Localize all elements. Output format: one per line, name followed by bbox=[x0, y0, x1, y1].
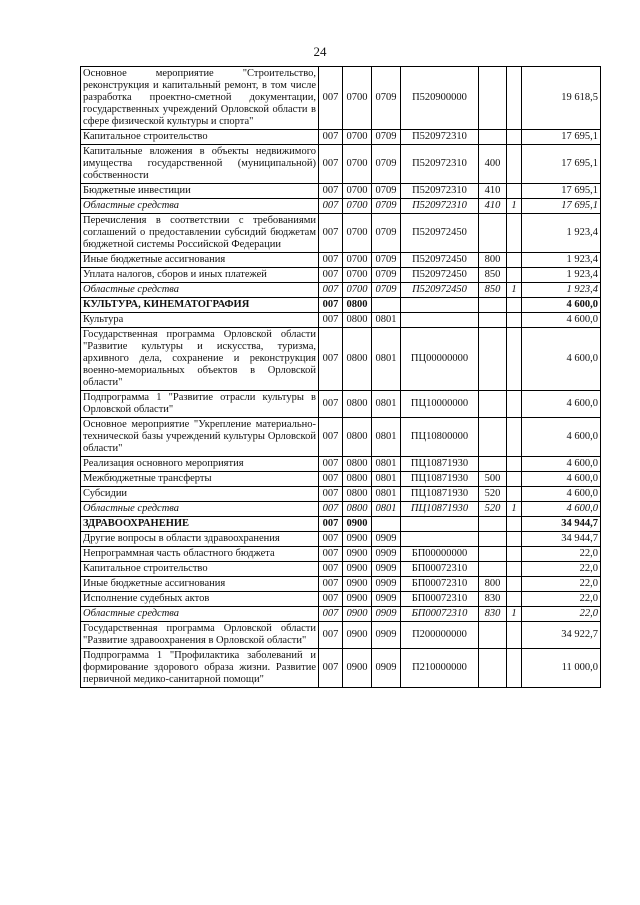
cell-vr-code: 400 bbox=[479, 145, 507, 184]
cell-pr-code: 0709 bbox=[372, 184, 401, 199]
cell-vr-code bbox=[479, 298, 507, 313]
cell-pr-code: 0909 bbox=[372, 547, 401, 562]
cell-rz-code: 0900 bbox=[343, 592, 372, 607]
table-row bbox=[81, 253, 601, 268]
cell-cs-code bbox=[401, 313, 479, 328]
cell-cs-code: БП00072310 bbox=[401, 577, 479, 592]
table-row bbox=[81, 457, 601, 472]
cell-amount: 22,0 bbox=[522, 577, 601, 592]
cell-pr-code: 0709 bbox=[372, 214, 401, 253]
cell-rz-code: 0700 bbox=[343, 130, 372, 145]
table-row bbox=[81, 607, 601, 622]
cell-amount: 4 600,0 bbox=[522, 487, 601, 502]
cell-source-code bbox=[507, 517, 522, 532]
row-name: Государственная программа Орловской области "Развитие культуры и искусства, туризма, архивного дела, сохранение и реконструкция военно-мемориальных объектов в Орловской области" bbox=[81, 328, 319, 391]
cell-source-code bbox=[507, 592, 522, 607]
cell-amount: 22,0 bbox=[522, 592, 601, 607]
cell-vr-code: 500 bbox=[479, 472, 507, 487]
cell-rz-code: 0900 bbox=[343, 577, 372, 592]
cell-gr-code: 007 bbox=[319, 622, 343, 649]
cell-gr-code: 007 bbox=[319, 214, 343, 253]
cell-rz-code: 0900 bbox=[343, 517, 372, 532]
cell-pr-code: 0709 bbox=[372, 253, 401, 268]
table-row bbox=[81, 577, 601, 592]
cell-vr-code bbox=[479, 67, 507, 130]
cell-cs-code: П520900000 bbox=[401, 67, 479, 130]
table-row bbox=[81, 517, 601, 532]
cell-rz-code: 0700 bbox=[343, 268, 372, 283]
cell-source-code bbox=[507, 562, 522, 577]
row-name: Областные средства bbox=[81, 283, 319, 298]
table-row bbox=[81, 145, 601, 184]
row-name: Капитальное строительство bbox=[81, 130, 319, 145]
cell-vr-code bbox=[479, 517, 507, 532]
cell-pr-code: 0709 bbox=[372, 67, 401, 130]
cell-amount: 17 695,1 bbox=[522, 184, 601, 199]
cell-gr-code: 007 bbox=[319, 313, 343, 328]
row-name: Основное мероприятие "Строительство, реконструкция и капитальный ремонт, в том числе разработка проектно-сметной документации, государственных учреждений Орловской области в сфере физической культуры и спорта" bbox=[81, 67, 319, 130]
cell-pr-code: 0801 bbox=[372, 391, 401, 418]
table-row bbox=[81, 547, 601, 562]
table-row bbox=[81, 622, 601, 649]
cell-vr-code bbox=[479, 391, 507, 418]
cell-cs-code: ПЦ10000000 bbox=[401, 391, 479, 418]
cell-cs-code: ПЦ10871930 bbox=[401, 487, 479, 502]
cell-rz-code: 0700 bbox=[343, 145, 372, 184]
cell-vr-code: 410 bbox=[479, 199, 507, 214]
cell-cs-code: П520972450 bbox=[401, 253, 479, 268]
cell-rz-code: 0900 bbox=[343, 649, 372, 688]
cell-vr-code bbox=[479, 562, 507, 577]
cell-vr-code bbox=[479, 532, 507, 547]
table-row bbox=[81, 391, 601, 418]
cell-cs-code bbox=[401, 532, 479, 547]
cell-vr-code bbox=[479, 418, 507, 457]
cell-gr-code: 007 bbox=[319, 487, 343, 502]
cell-pr-code bbox=[372, 517, 401, 532]
table-row bbox=[81, 313, 601, 328]
cell-rz-code: 0800 bbox=[343, 418, 372, 457]
cell-rz-code: 0900 bbox=[343, 607, 372, 622]
cell-source-code: 1 bbox=[507, 502, 522, 517]
cell-vr-code bbox=[479, 457, 507, 472]
cell-gr-code: 007 bbox=[319, 607, 343, 622]
row-name: Областные средства bbox=[81, 199, 319, 214]
cell-cs-code: ПЦ10871930 bbox=[401, 502, 479, 517]
cell-source-code bbox=[507, 622, 522, 649]
row-name: Культура bbox=[81, 313, 319, 328]
cell-source-code bbox=[507, 253, 522, 268]
cell-amount: 4 600,0 bbox=[522, 298, 601, 313]
cell-vr-code bbox=[479, 214, 507, 253]
cell-cs-code: П210000000 bbox=[401, 649, 479, 688]
cell-rz-code: 0800 bbox=[343, 487, 372, 502]
cell-amount: 4 600,0 bbox=[522, 313, 601, 328]
cell-source-code bbox=[507, 547, 522, 562]
cell-source-code bbox=[507, 298, 522, 313]
cell-gr-code: 007 bbox=[319, 547, 343, 562]
row-name: КУЛЬТУРА, КИНЕМАТОГРАФИЯ bbox=[81, 298, 319, 313]
cell-gr-code: 007 bbox=[319, 532, 343, 547]
cell-amount: 1 923,4 bbox=[522, 253, 601, 268]
cell-pr-code: 0909 bbox=[372, 649, 401, 688]
cell-gr-code: 007 bbox=[319, 199, 343, 214]
cell-cs-code: П520972450 bbox=[401, 268, 479, 283]
cell-amount: 4 600,0 bbox=[522, 472, 601, 487]
row-name: Основное мероприятие "Укрепление материально-технической базы учреждений культуры Орловской области" bbox=[81, 418, 319, 457]
cell-rz-code: 0700 bbox=[343, 184, 372, 199]
cell-source-code bbox=[507, 457, 522, 472]
cell-amount: 17 695,1 bbox=[522, 199, 601, 214]
cell-pr-code: 0801 bbox=[372, 502, 401, 517]
cell-gr-code: 007 bbox=[319, 472, 343, 487]
cell-rz-code: 0900 bbox=[343, 622, 372, 649]
budget-table bbox=[80, 66, 601, 688]
cell-gr-code: 007 bbox=[319, 457, 343, 472]
table-row bbox=[81, 592, 601, 607]
cell-rz-code: 0700 bbox=[343, 199, 372, 214]
cell-amount: 4 600,0 bbox=[522, 328, 601, 391]
row-name: Капитальные вложения в объекты недвижимого имущества государственной (муниципальной) собственности bbox=[81, 145, 319, 184]
cell-gr-code: 007 bbox=[319, 649, 343, 688]
row-name: Капитальное строительство bbox=[81, 562, 319, 577]
cell-pr-code: 0801 bbox=[372, 328, 401, 391]
cell-rz-code: 0700 bbox=[343, 214, 372, 253]
cell-source-code bbox=[507, 328, 522, 391]
cell-vr-code bbox=[479, 313, 507, 328]
cell-gr-code: 007 bbox=[319, 145, 343, 184]
cell-vr-code: 410 bbox=[479, 184, 507, 199]
cell-pr-code: 0909 bbox=[372, 607, 401, 622]
cell-rz-code: 0800 bbox=[343, 313, 372, 328]
cell-source-code bbox=[507, 532, 522, 547]
page-number: 24 bbox=[313, 44, 327, 59]
cell-vr-code: 850 bbox=[479, 283, 507, 298]
cell-vr-code: 830 bbox=[479, 607, 507, 622]
row-name: Областные средства bbox=[81, 607, 319, 622]
cell-amount: 4 600,0 bbox=[522, 457, 601, 472]
cell-pr-code: 0709 bbox=[372, 199, 401, 214]
cell-rz-code: 0900 bbox=[343, 562, 372, 577]
cell-vr-code: 520 bbox=[479, 502, 507, 517]
cell-source-code bbox=[507, 391, 522, 418]
cell-source-code bbox=[507, 649, 522, 688]
cell-cs-code bbox=[401, 298, 479, 313]
cell-vr-code: 830 bbox=[479, 592, 507, 607]
cell-cs-code: П520972450 bbox=[401, 214, 479, 253]
cell-pr-code: 0709 bbox=[372, 268, 401, 283]
row-name: ЗДРАВООХРАНЕНИЕ bbox=[81, 517, 319, 532]
cell-source-code bbox=[507, 268, 522, 283]
row-name: Государственная программа Орловской области "Развитие здравоохранения в Орловской области" bbox=[81, 622, 319, 649]
cell-pr-code: 0909 bbox=[372, 577, 401, 592]
row-name: Исполнение судебных актов bbox=[81, 592, 319, 607]
table-row bbox=[81, 283, 601, 298]
cell-vr-code bbox=[479, 547, 507, 562]
table-row bbox=[81, 214, 601, 253]
cell-source-code bbox=[507, 130, 522, 145]
cell-source-code bbox=[507, 145, 522, 184]
cell-pr-code bbox=[372, 298, 401, 313]
cell-gr-code: 007 bbox=[319, 184, 343, 199]
cell-amount: 1 923,4 bbox=[522, 214, 601, 253]
row-name: Подпрограмма 1 "Профилактика заболеваний и формирование здорового образа жизни. Развитие первичной медико-санитарной помощи" bbox=[81, 649, 319, 688]
cell-source-code: 1 bbox=[507, 607, 522, 622]
cell-pr-code: 0909 bbox=[372, 622, 401, 649]
cell-vr-code bbox=[479, 649, 507, 688]
cell-gr-code: 007 bbox=[319, 592, 343, 607]
cell-vr-code: 800 bbox=[479, 577, 507, 592]
row-name: Реализация основного мероприятия bbox=[81, 457, 319, 472]
cell-gr-code: 007 bbox=[319, 577, 343, 592]
cell-gr-code: 007 bbox=[319, 298, 343, 313]
cell-cs-code: П200000000 bbox=[401, 622, 479, 649]
cell-source-code bbox=[507, 577, 522, 592]
cell-amount: 34 922,7 bbox=[522, 622, 601, 649]
cell-vr-code bbox=[479, 130, 507, 145]
cell-cs-code: ПЦ10871930 bbox=[401, 472, 479, 487]
table-row bbox=[81, 532, 601, 547]
cell-rz-code: 0800 bbox=[343, 472, 372, 487]
cell-gr-code: 007 bbox=[319, 268, 343, 283]
cell-cs-code: П520972450 bbox=[401, 283, 479, 298]
row-name: Иные бюджетные ассигнования bbox=[81, 577, 319, 592]
table-row bbox=[81, 130, 601, 145]
cell-cs-code: П520972310 bbox=[401, 199, 479, 214]
cell-cs-code: БП00072310 bbox=[401, 607, 479, 622]
cell-cs-code: ПЦ00000000 bbox=[401, 328, 479, 391]
cell-source-code bbox=[507, 214, 522, 253]
table-row bbox=[81, 502, 601, 517]
row-name: Подпрограмма 1 "Развитие отрасли культуры в Орловской области" bbox=[81, 391, 319, 418]
row-name: Непрограммная часть областного бюджета bbox=[81, 547, 319, 562]
cell-cs-code: П520972310 bbox=[401, 130, 479, 145]
cell-amount: 34 944,7 bbox=[522, 532, 601, 547]
cell-gr-code: 007 bbox=[319, 130, 343, 145]
row-name: Бюджетные инвестиции bbox=[81, 184, 319, 199]
table-row bbox=[81, 199, 601, 214]
row-name: Субсидии bbox=[81, 487, 319, 502]
table-row bbox=[81, 184, 601, 199]
cell-pr-code: 0709 bbox=[372, 283, 401, 298]
cell-amount: 1 923,4 bbox=[522, 283, 601, 298]
table-row bbox=[81, 268, 601, 283]
cell-rz-code: 0800 bbox=[343, 391, 372, 418]
cell-vr-code bbox=[479, 328, 507, 391]
row-name: Областные средства bbox=[81, 502, 319, 517]
cell-cs-code: ПЦ10800000 bbox=[401, 418, 479, 457]
cell-amount: 19 618,5 bbox=[522, 67, 601, 130]
cell-amount: 17 695,1 bbox=[522, 130, 601, 145]
cell-amount: 34 944,7 bbox=[522, 517, 601, 532]
row-name: Уплата налогов, сборов и иных платежей bbox=[81, 268, 319, 283]
row-name: Другие вопросы в области здравоохранения bbox=[81, 532, 319, 547]
cell-pr-code: 0801 bbox=[372, 457, 401, 472]
cell-gr-code: 007 bbox=[319, 502, 343, 517]
cell-cs-code: П520972310 bbox=[401, 184, 479, 199]
cell-cs-code: БП00072310 bbox=[401, 562, 479, 577]
cell-source-code bbox=[507, 67, 522, 130]
cell-pr-code: 0709 bbox=[372, 130, 401, 145]
cell-gr-code: 007 bbox=[319, 418, 343, 457]
cell-gr-code: 007 bbox=[319, 562, 343, 577]
cell-amount: 4 600,0 bbox=[522, 391, 601, 418]
cell-pr-code: 0801 bbox=[372, 487, 401, 502]
cell-amount: 4 600,0 bbox=[522, 502, 601, 517]
cell-source-code: 1 bbox=[507, 283, 522, 298]
cell-gr-code: 007 bbox=[319, 283, 343, 298]
table-row bbox=[81, 298, 601, 313]
cell-cs-code: П520972310 bbox=[401, 145, 479, 184]
table-row bbox=[81, 418, 601, 457]
cell-source-code bbox=[507, 418, 522, 457]
cell-rz-code: 0800 bbox=[343, 457, 372, 472]
cell-gr-code: 007 bbox=[319, 328, 343, 391]
cell-rz-code: 0900 bbox=[343, 547, 372, 562]
cell-vr-code: 800 bbox=[479, 253, 507, 268]
row-name: Перечисления в соответствии с требованиями соглашений о предоставлении субсидий бюджетам бюджетной системы Российской Федерации bbox=[81, 214, 319, 253]
cell-vr-code: 520 bbox=[479, 487, 507, 502]
cell-source-code bbox=[507, 487, 522, 502]
table-row bbox=[81, 67, 601, 130]
row-name: Иные бюджетные ассигнования bbox=[81, 253, 319, 268]
table-row bbox=[81, 562, 601, 577]
cell-source-code bbox=[507, 313, 522, 328]
cell-rz-code: 0800 bbox=[343, 328, 372, 391]
cell-gr-code: 007 bbox=[319, 253, 343, 268]
cell-rz-code: 0700 bbox=[343, 283, 372, 298]
cell-amount: 22,0 bbox=[522, 607, 601, 622]
cell-gr-code: 007 bbox=[319, 391, 343, 418]
table-row bbox=[81, 487, 601, 502]
cell-pr-code: 0801 bbox=[372, 472, 401, 487]
cell-rz-code: 0800 bbox=[343, 502, 372, 517]
cell-vr-code bbox=[479, 622, 507, 649]
cell-pr-code: 0909 bbox=[372, 592, 401, 607]
row-name: Межбюджетные трансферты bbox=[81, 472, 319, 487]
cell-pr-code: 0909 bbox=[372, 532, 401, 547]
cell-gr-code: 007 bbox=[319, 517, 343, 532]
cell-vr-code: 850 bbox=[479, 268, 507, 283]
cell-cs-code bbox=[401, 517, 479, 532]
cell-amount: 17 695,1 bbox=[522, 145, 601, 184]
cell-cs-code: БП00072310 bbox=[401, 592, 479, 607]
cell-pr-code: 0709 bbox=[372, 145, 401, 184]
cell-amount: 4 600,0 bbox=[522, 418, 601, 457]
cell-gr-code: 007 bbox=[319, 67, 343, 130]
cell-amount: 22,0 bbox=[522, 547, 601, 562]
table-row bbox=[81, 472, 601, 487]
cell-pr-code: 0909 bbox=[372, 562, 401, 577]
cell-rz-code: 0700 bbox=[343, 253, 372, 268]
cell-rz-code: 0700 bbox=[343, 67, 372, 130]
cell-cs-code: БП00000000 bbox=[401, 547, 479, 562]
cell-source-code: 1 bbox=[507, 199, 522, 214]
cell-rz-code: 0900 bbox=[343, 532, 372, 547]
cell-amount: 11 000,0 bbox=[522, 649, 601, 688]
cell-rz-code: 0800 bbox=[343, 298, 372, 313]
cell-amount: 1 923,4 bbox=[522, 268, 601, 283]
cell-pr-code: 0801 bbox=[372, 418, 401, 457]
table-row bbox=[81, 649, 601, 688]
cell-source-code bbox=[507, 472, 522, 487]
cell-source-code bbox=[507, 184, 522, 199]
cell-pr-code: 0801 bbox=[372, 313, 401, 328]
cell-amount: 22,0 bbox=[522, 562, 601, 577]
cell-cs-code: ПЦ10871930 bbox=[401, 457, 479, 472]
table-row bbox=[81, 328, 601, 391]
